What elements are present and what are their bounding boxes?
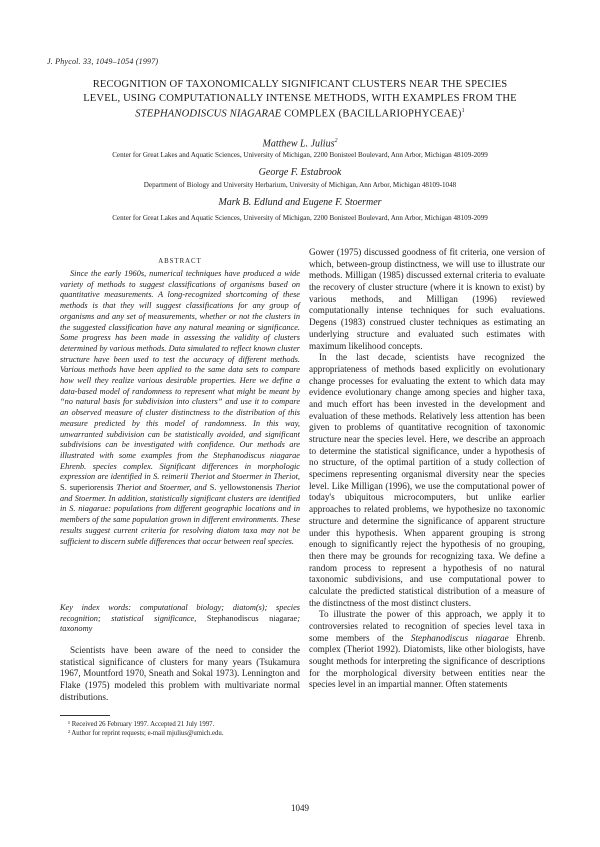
abstract-species-1: S. superiorensis [60, 483, 114, 493]
abstract-text [60, 269, 300, 547]
keywords-label: Key index words: [60, 603, 132, 612]
right-paragraph-1: Gower (1975) discussed goodness of fit criteria, one version of which, between-group distinctness, we will use to illustrate our methods. Milligan (1985) discussed external criteria to evaluate the recovery of cluster structure (where it is known to exist) by various methods, and Milligan (1996) reviewed computationally intense techniques for such evaluations. Degens (1983) construed cluster techniques as estimating an underlying structure and evaluated such estimates with maximum likelihood concepts. [309, 247, 545, 351]
right-paragraph-3-part-2: Ehrenb. complex (Theriot 1992). Diatomists, like other biologists, have sought methods for interpreting the significance of descriptions for the morphological diversity between entities near the species level in an impartial manner. Often statements [309, 632, 546, 690]
title-line-3 [45, 105, 555, 121]
author-mark: 2 [334, 138, 338, 144]
abstract-part-1: Since the early 1960s, numerical techniques have produced a wide variety of methods to suggest classifications of organisms based on quantitative measurements. A long-recognized shortcoming of these methods is that they will suggest classifications for any group of organisms and any set of measurements, whether or not the clusters in the suggested classification have any natural meaning or significance. Some progress has been made in assessing the validity of clusters determined by various methods. Data simulated to reflect known cluster structure have been used to test the accuracy of different methods. Various methods have been applied to the same data sets to compare how well they realize various desirable properties. Here we define a data-based model of randomness to represent what might be meant by “no natural basis for subdivision into clusters” and use it to compare an observed measure of cluster distinctness to the distribution of this measure predicted by this model of randomness. In this way, unwarranted subdivision can be statistically avoided, and significant subdivisions can be investigated with confidence. Our methods are illustrated with some examples from the Stephanodiscus niagarae Ehrenb. species complex. Significant differences in morphologic expression are identified in S. reimerii Theriot and Stoermer in Theriot, [60, 269, 300, 482]
title-genus: STEPHANODISCUS NIAGARAE [135, 108, 282, 120]
affiliation-julius: Center for Great Lakes and Aquatic Sciences, University of Michigan, 2200 Bonisteel Boulevard, Ann Arbor, Michigan 48109-2099 [112, 151, 488, 159]
author-name: Mark B. Edlund and Eugene F. Stoermer [218, 197, 382, 208]
author-edlund-stoermer [0, 197, 600, 208]
footnotes [60, 720, 300, 739]
journal-citation: J. Phycol. 33, 1049–1054 (1997) [47, 57, 159, 66]
keywords-genus: Stephanodiscus niagarae [206, 613, 298, 623]
title-footnote-mark: 1 [461, 108, 465, 114]
footnote-rule [60, 715, 110, 716]
author-estabrook [0, 167, 600, 178]
keywords-part-1: computational biology; diatom(s); species recognition; statistical significance, [60, 603, 301, 623]
page-number: 1049 [291, 803, 309, 813]
abstract-heading: ABSTRACT [158, 258, 202, 265]
title-line-2: LEVEL, USING COMPUTATIONALLY INTENSE METHODS, WITH EXAMPLES FROM THE [83, 92, 517, 104]
affiliation-estabrook: Department of Biology and University Herbarium, University of Michigan, Ann Arbor, Michigan 48109-1048 [143, 181, 457, 189]
author-name: Matthew L. Julius [262, 138, 335, 150]
author-julius [0, 138, 600, 149]
abstract-species-2: S. yellowstonensis [209, 483, 273, 493]
right-paragraph-3-part-1: To illustrate the power of this approach, we apply it to controversies related to recognition of species level taxa in some members of the [309, 609, 545, 643]
affiliation-edlund-stoermer: Center for Great Lakes and Aquatic Sciences, University of Michigan, 2200 Bonisteel Boulevard, Ann Arbor, Michigan 48109-2099 [112, 214, 488, 222]
right-paragraph-3-genus: Stephanodiscus niagarae [410, 632, 509, 643]
abstract-part-2: Theriot and Stoermer, and [113, 483, 210, 493]
right-paragraph-3 [309, 609, 545, 691]
title-line-1: RECOGNITION OF TAXONOMICALLY SIGNIFICANT CLUSTERS NEAR THE SPECIES [92, 79, 508, 90]
abstract-part-3: Theriot and Stoermer. In addition, statistically significant clusters are identified in S. niagarae: populations from different geographic locations and in members of the same population grown in different environments. These results suggest current criteria for resolving diatom taxa may not be sufficient to discern subtle differences that occur between real species. [60, 483, 300, 546]
paper-title [45, 78, 555, 121]
title-line-3-rest: COMPLEX (BACILLARIOPHYCEAE) [284, 108, 462, 120]
footnote-received: ¹ Received 26 February 1997. Accepted 21 July 1997. [68, 721, 215, 728]
keywords [60, 603, 300, 635]
keywords-part-2: ; taxonomy [60, 613, 300, 634]
right-column [309, 247, 545, 691]
footnote-author: ² Author for reprint requests; e-mail mjulius@umich.edu. [68, 730, 224, 738]
author-name: George F. Estabrook [258, 167, 342, 178]
right-paragraph-2: In the last decade, scientists have recognized the appropriateness of methods based explicitly on evolutionary change processes for evaluating the extent to which data may evidence evolutionary change among species and higher taxa, and much effort has been invested in the development and evaluation of these methods. Relatively less attention has been given to problems of quantitative recognition of taxonomic structure near the species level. Here, we describe an approach to determine the statistical significance, under a hypothesis of no structure, of the optimal partition of a study collection of specimens representing organismal diversity near the species level. Like Milligan (1996), we use the computational power of today's ubiquitous microcomputers, but unlike earlier approaches to related problems, we hypothesize no taxonomic structure and determine the significance of apparent structure under this hypothesis. When apparent grouping is strong enough to significantly reject the hypothesis of no grouping, then there may be grounds for recognizing taxa. We define a random process to represent a hypothesis of no natural taxonomic subdivisions, and use computational power to calculate the predicted statistical distribution of a measure of the distinctness of the most distinct clusters. [309, 352, 545, 608]
intro-paragraph-left: Scientists have been aware of the need to consider the statistical significance of clusters for many years (Tsukamura 1967, Mountford 1970, Sneath and Sokal 1973). Lennington and Flake (1975) modeled this problem with multivariate normal distributions. [60, 645, 300, 702]
